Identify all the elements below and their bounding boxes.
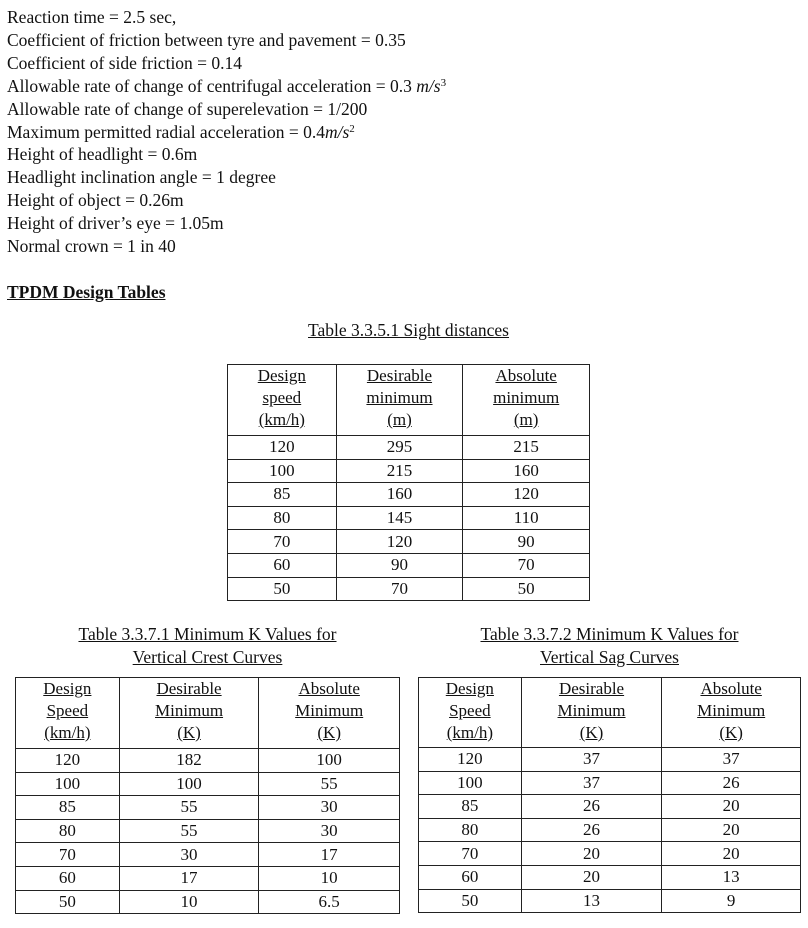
crest-curve-k-table — [15, 677, 400, 914]
table-row — [419, 795, 801, 819]
table-cell: 160 — [463, 459, 590, 483]
param-headlight-height: Height of headlight = 0.6m — [7, 144, 198, 165]
param-centrifugal-exponent: 3 — [440, 76, 447, 89]
param-headlight-angle: Headlight inclination angle = 1 degree — [7, 167, 276, 188]
table-cell: 50 — [419, 889, 522, 913]
column-header-line: Minimum — [557, 701, 626, 720]
table-cell: 10 — [119, 890, 259, 914]
column-header-line: Design — [257, 366, 306, 385]
table3-caption — [418, 623, 801, 669]
table-header-row — [419, 678, 801, 748]
column-header-line: speed — [262, 388, 302, 407]
table-cell: 20 — [521, 865, 662, 889]
column-header-line: Desirable — [366, 366, 433, 385]
table-cell: 80 — [228, 506, 337, 530]
table-cell: 60 — [419, 865, 522, 889]
table-row — [228, 506, 590, 530]
param-radial-unit: m/s — [324, 121, 350, 142]
table-cell: 85 — [228, 483, 337, 507]
column-header-line: (K) — [177, 723, 201, 742]
table-cell: 100 — [419, 771, 522, 795]
table-cell: 30 — [259, 796, 400, 820]
column-header-line: minimum — [493, 388, 560, 407]
table-cell: 90 — [336, 553, 463, 577]
table-row — [16, 772, 400, 796]
table-cell: 20 — [521, 842, 662, 866]
param-side-friction: Coefficient of side friction = 0.14 — [7, 52, 243, 73]
table-cell: 50 — [228, 577, 337, 601]
table-cell: 6.5 — [259, 890, 400, 914]
column-header-line: Desirable — [558, 679, 625, 698]
column-header — [119, 678, 259, 749]
table-row — [228, 483, 590, 507]
table-row — [228, 530, 590, 554]
table-cell: 26 — [521, 818, 662, 842]
table-cell: 20 — [662, 795, 801, 819]
param-radial-acceleration — [7, 121, 446, 144]
param-reaction-time: Reaction time = 2.5 sec, — [7, 7, 177, 27]
column-header-line: Speed — [46, 701, 89, 720]
table3-caption-line1: Table 3.3.7.2 Minimum K Values for — [480, 624, 739, 644]
column-header — [463, 365, 590, 436]
column-header-line: minimum — [366, 388, 433, 407]
column-header-line: Desirable — [156, 679, 222, 698]
table-cell: 70 — [336, 577, 463, 601]
table-row — [16, 843, 400, 867]
sag-curve-k-table — [418, 677, 801, 913]
column-header-line: Design — [43, 679, 92, 698]
table-cell: 70 — [16, 843, 120, 867]
param-centrifugal-rate — [7, 75, 446, 98]
column-header — [16, 678, 120, 749]
table-cell: 26 — [662, 771, 801, 795]
table-cell: 17 — [119, 866, 259, 890]
column-header-line: (K) — [317, 723, 341, 742]
table-cell: 120 — [228, 436, 337, 460]
table-header-row — [228, 365, 590, 436]
table2-caption-line2: Vertical Crest Curves — [132, 647, 283, 667]
table-row — [16, 796, 400, 820]
table-cell: 70 — [419, 842, 522, 866]
column-header — [259, 678, 400, 749]
table-row — [419, 842, 801, 866]
table-cell: 182 — [119, 749, 259, 773]
table-row — [228, 553, 590, 577]
table-cell: 37 — [521, 771, 662, 795]
table-cell: 120 — [419, 748, 522, 772]
table-cell: 70 — [463, 553, 590, 577]
table-row — [228, 436, 590, 460]
table-cell: 90 — [463, 530, 590, 554]
param-superelevation: Allowable rate of change of superelevation = 1/200 — [7, 98, 368, 119]
table-cell: 9 — [662, 889, 801, 913]
table-cell: 50 — [463, 577, 590, 601]
param-eye-height: Height of driver’s eye = 1.05m — [7, 213, 224, 234]
table-cell: 30 — [259, 819, 400, 843]
table-row — [419, 865, 801, 889]
table-cell: 100 — [119, 772, 259, 796]
table-cell: 70 — [228, 530, 337, 554]
column-header — [419, 678, 522, 748]
table-cell: 120 — [463, 483, 590, 507]
param-radial-exponent: 2 — [349, 122, 355, 135]
table-cell: 13 — [662, 865, 801, 889]
table-cell: 100 — [228, 459, 337, 483]
column-header-line: (km/h) — [258, 410, 305, 429]
table-cell: 10 — [259, 866, 400, 890]
column-header-line: Absolute — [298, 679, 360, 698]
table-cell: 17 — [259, 843, 400, 867]
table-cell: 55 — [259, 772, 400, 796]
table-row — [228, 577, 590, 601]
table-cell: 85 — [419, 795, 522, 819]
table-row — [16, 749, 400, 773]
table-cell: 37 — [521, 748, 662, 772]
table-cell: 215 — [336, 459, 463, 483]
table-row — [419, 818, 801, 842]
table-cell: 37 — [662, 748, 801, 772]
table-row — [16, 890, 400, 914]
table-cell: 60 — [228, 553, 337, 577]
param-radial-text: Maximum permitted radial acceleration = 0.4 — [7, 121, 325, 142]
param-object-height: Height of object = 0.26m — [7, 190, 184, 211]
table-cell: 60 — [16, 866, 120, 890]
design-parameters-list — [7, 6, 446, 258]
table1-caption: Table 3.3.5.1 Sight distances — [308, 320, 509, 340]
param-friction: Coefficient of friction between tyre and pavement = 0.35 — [7, 29, 406, 50]
table-cell: 20 — [662, 842, 801, 866]
table-cell: 295 — [336, 436, 463, 460]
param-centrifugal-text: Allowable rate of change of centrifugal acceleration = 0.3 — [7, 75, 412, 96]
column-header-line: Absolute — [700, 679, 762, 698]
table-row — [419, 748, 801, 772]
column-header-line: (km/h) — [44, 723, 91, 742]
table-row — [16, 819, 400, 843]
column-header-line: Minimum — [295, 701, 364, 720]
table-cell: 20 — [662, 818, 801, 842]
table-cell: 50 — [16, 890, 120, 914]
column-header-line: Absolute — [495, 366, 557, 385]
column-header-line: (km/h) — [446, 723, 493, 742]
column-header — [336, 365, 463, 436]
table-cell: 160 — [336, 483, 463, 507]
table-cell: 120 — [16, 749, 120, 773]
column-header-line: Minimum — [155, 701, 224, 720]
table-header-row — [16, 678, 400, 749]
column-header — [662, 678, 801, 748]
column-header-line: (m) — [387, 410, 412, 429]
table-row — [16, 866, 400, 890]
sight-distance-table — [227, 364, 590, 601]
table-cell: 100 — [259, 749, 400, 773]
table-cell: 30 — [119, 843, 259, 867]
table-cell: 26 — [521, 795, 662, 819]
table-cell: 100 — [16, 772, 120, 796]
table-cell: 80 — [16, 819, 120, 843]
table-cell: 55 — [119, 819, 259, 843]
param-crown: Normal crown = 1 in 40 — [7, 236, 176, 257]
table-cell: 120 — [336, 530, 463, 554]
table3-caption-line2: Vertical Sag Curves — [540, 647, 679, 667]
table-cell: 55 — [119, 796, 259, 820]
table-cell: 110 — [463, 506, 590, 530]
table-cell: 145 — [336, 506, 463, 530]
table2-caption — [15, 623, 400, 669]
column-header — [521, 678, 662, 748]
column-header-line: (K) — [719, 723, 743, 742]
table-cell: 80 — [419, 818, 522, 842]
table-cell: 215 — [463, 436, 590, 460]
column-header-line: (m) — [513, 410, 539, 429]
table-row — [419, 889, 801, 913]
column-header-line: Minimum — [697, 701, 766, 720]
section-heading: TPDM Design Tables — [7, 282, 166, 302]
column-header — [228, 365, 337, 436]
table2-caption-line1: Table 3.3.7.1 Minimum K Values for — [78, 624, 337, 644]
column-header-line: (K) — [579, 723, 604, 742]
column-header-line: Design — [445, 679, 494, 698]
table-row — [228, 459, 590, 483]
table-row — [419, 771, 801, 795]
column-header-line: Speed — [449, 701, 491, 720]
param-centrifugal-unit: m/s — [416, 75, 441, 96]
table-cell: 13 — [521, 889, 662, 913]
table-cell: 85 — [16, 796, 120, 820]
